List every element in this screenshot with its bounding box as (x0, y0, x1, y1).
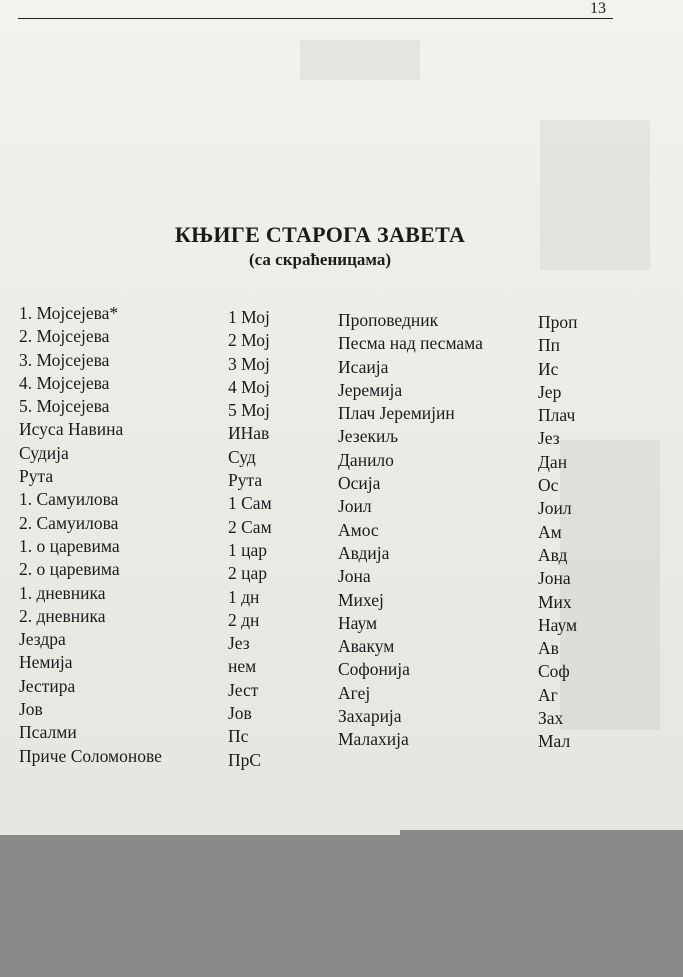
book-abbreviation: ИНав (228, 423, 270, 444)
book-abbreviation: Соф (538, 661, 570, 682)
column1-abbreviations (228, 306, 272, 772)
book-abbreviation: 2 Мој (228, 330, 270, 351)
book-name: Михеј (338, 589, 384, 610)
book-name: Малахија (338, 729, 409, 750)
book-name: 1. Мојсејева* (19, 303, 119, 323)
book-abbreviation: 2 Сам (228, 516, 272, 537)
book-name: Немија (19, 652, 73, 673)
book-abbreviation: Наум (538, 614, 578, 635)
scan-background (0, 835, 683, 977)
book-name: Приче Соломонове (19, 745, 162, 766)
column2-books (338, 309, 483, 752)
book-name: Јона (338, 566, 371, 587)
page-number: 13 (590, 0, 606, 17)
book-abbreviation: Пс (228, 726, 249, 747)
book-abbreviation: Пп (538, 335, 561, 356)
book-abbreviation: нем (228, 656, 257, 677)
book-abbreviation: Мих (538, 591, 572, 612)
book-name: Псалми (19, 722, 77, 743)
book-name: Судија (19, 442, 69, 463)
book-name: Исаија (338, 356, 389, 377)
book-name: Плач Јеремијин (338, 403, 455, 424)
book-name: Језекиљ (338, 426, 399, 447)
book-name: Јоил (338, 496, 372, 517)
book-name: Јов (19, 699, 43, 720)
book-abbreviation: Плач (538, 405, 576, 426)
book-name: Проповедник (338, 310, 439, 330)
book-name: Амос (338, 519, 379, 540)
book-name: Захарија (338, 706, 402, 727)
book-abbreviation: Јез (538, 428, 560, 449)
book-name: 2. Самуилова (19, 512, 119, 533)
book-abbreviation: Зах (538, 708, 564, 729)
header-rule (18, 18, 613, 19)
column2-abbreviations (538, 311, 578, 754)
book-abbreviation: Јер (538, 381, 562, 402)
book-name: Рута (19, 466, 54, 487)
book-abbreviation: 2 цар (228, 563, 268, 584)
book-name: Јеремија (338, 379, 403, 400)
book-abbreviation: Јез (228, 633, 250, 654)
book-abbreviation: ПрС (228, 749, 262, 770)
book-name: Осија (338, 473, 381, 494)
book-name: Авдија (338, 542, 390, 563)
book-abbreviation: Проп (538, 312, 578, 332)
book-abbreviation: 4 Мој (228, 376, 270, 397)
book-name: Софонија (338, 659, 410, 680)
book-abbreviation: Аг (538, 684, 558, 705)
book-name: Агеј (338, 682, 371, 703)
book-name: Данило (338, 449, 394, 470)
book-abbreviation: 1 Сам (228, 493, 272, 514)
book-name: 1. дневника (19, 582, 106, 603)
book-abbreviation: 1 Мој (228, 307, 270, 327)
book-abbreviation: 5 Мој (228, 400, 270, 421)
bleed-through-shadow (300, 40, 420, 80)
book-name: Авакум (338, 636, 395, 657)
book-name: Песма над песмама (338, 333, 483, 354)
book-name: 3. Мојсејева (19, 349, 110, 370)
book-name: 2. дневника (19, 605, 106, 626)
page-title: КЊИГЕ СТАРОГА ЗАВЕТА (174, 222, 466, 247)
book-name: 2. Мојсејева (19, 326, 110, 347)
book-abbreviation: 2 дн (228, 609, 260, 630)
book-abbreviation: Суд (228, 446, 256, 467)
book-name: 1. Самуилова (19, 489, 119, 510)
book-name: 5. Мојсејева (19, 396, 110, 417)
book-abbreviation: Јона (538, 568, 571, 589)
book-abbreviation: 1 дн (228, 586, 260, 607)
book-abbreviation: Јов (228, 703, 252, 724)
book-name: Исуса Навина (19, 419, 124, 440)
book-abbreviation: Ав (538, 638, 559, 659)
book-name: 1. о царевима (19, 535, 120, 556)
book-abbreviation: Мал (538, 731, 571, 752)
book-abbreviation: Ис (538, 358, 559, 379)
book-name: 2. о царевима (19, 559, 120, 580)
book-name: Јездра (19, 629, 66, 650)
book-abbreviation: Јоил (538, 498, 572, 519)
book-name: 4. Мојсејева (19, 372, 110, 393)
book-abbreviation: Дан (538, 451, 568, 472)
book-abbreviation: Рута (228, 470, 263, 491)
book-abbreviation: Јест (228, 679, 259, 700)
book-abbreviation: Ам (538, 521, 562, 542)
book-abbreviation: Ос (538, 475, 559, 496)
book-name: Наум (338, 612, 378, 633)
book-abbreviation: 1 цар (228, 539, 268, 560)
book-name: Јестира (19, 675, 76, 696)
book-abbreviation: 3 Мој (228, 353, 270, 374)
column1-books (19, 302, 162, 768)
page-subtitle: (са скраћеницама) (249, 250, 391, 269)
book-abbreviation: Авд (538, 544, 568, 565)
